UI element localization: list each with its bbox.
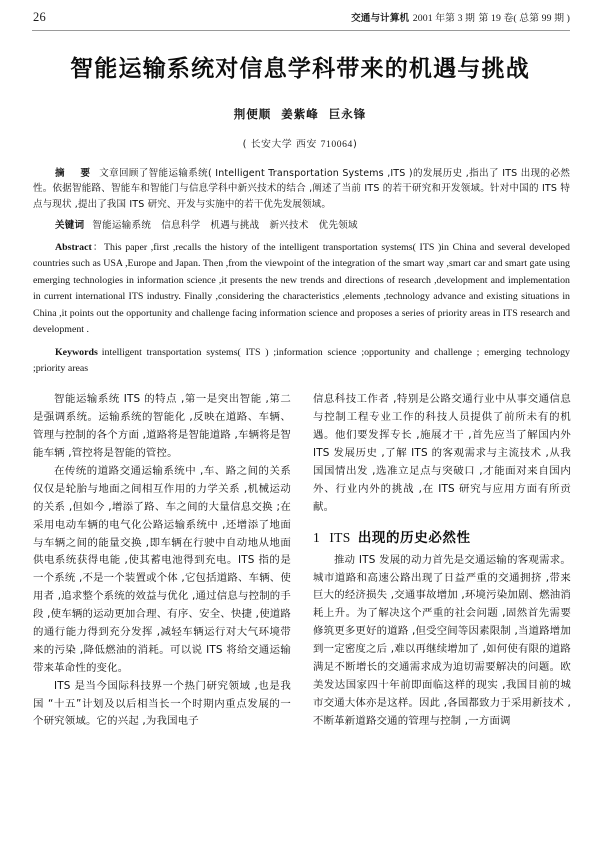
author-2: 姜紫峰 — [281, 106, 319, 121]
paragraph: ITS 是当今国际科技界一个热门研究领域 ,也是我国 “十五”计划及以后相当长一个时期内重点发展的一个研究领域。它的兴起 ,为我国电子 — [33, 679, 291, 728]
journal-volume: 第 19 卷( 总第 99 期 ) — [478, 13, 570, 24]
paragraph: 智能运输系统 ITS 的特点 ,第一是突出智能 ,第二是强调系统。运输系统的智能化 ,反映在道路、车辆、管理与控制的各个方面 ,道路将是智能道路 ,车辆将是智能车辆 ,管控将是智能的管控。 — [33, 393, 291, 460]
journal-citation — [351, 10, 570, 24]
section-heading-1 — [313, 526, 571, 546]
journal-title: 交通与计算机 — [351, 13, 410, 24]
body-columns — [33, 391, 570, 731]
affiliation — [0, 136, 600, 150]
header-divider — [32, 30, 570, 31]
keyword-cn-5: 优先领域 — [318, 219, 358, 231]
paragraph: 在传统的道路交通运输系统中 ,车、路之间的关系仅仅是轮胎与地面之间相互作用的力学关系 ,机械运动的关系 ,但如今 ,增添了路、车之间的大量信息交换 ;在采用电动车辆的电气化公路运输系统中 ,还增添了地面与车辆之间的能量交换 ,即车辆在行驶中自动地从地面供电系统获得电能 ,使其蓄电池得到充电。ITS 指的是一个系统 ,不是一个装置或个体 ,它包括道路、车辆、使用者 ,追求整个系统的效益与优化 ,通过信息与控制的手段 ,使车辆的运动更加合理、有序、安全、快捷 ,使道路的通行能力得到充分发挥 ,减轻车辆运行对大气环境带来的污染 ,降低燃油的消耗。可以说 ITS 将给交通运输带来革命性的变化。 — [33, 464, 291, 674]
section-title-text: 出现的历史必然性 — [357, 529, 471, 546]
author-3: 巨永锋 — [328, 106, 367, 121]
abstract-english-label: Abstract — [55, 241, 92, 253]
affiliation-paren-close: ) — [352, 138, 358, 150]
section-number: 1 — [313, 529, 321, 545]
abstract-english-text: ：This paper ,first ,recalls the history of the intelligent transportation systems( ITS )in China and several developed countries such as USA ,Europe and Japan. Then ,from the viewpoint of the integration of the smart way ,smart car and smart gate using emerging technologies in information science ,it presents the new trends and directions of research ,development and implementation in current international ITS industry. Finally ,considering the characteristics ,elements ,technology advance and existing situations in China ,it points out the opportunity and challenge facing information science and proposes a series of priority areas in ITS research and development . — [33, 241, 570, 336]
paragraph: 信息科技工作者 ,特别是公路交通行业中从事交通信息与控制工程专业工作的科技人员提供了前所未有的机遇。他们要发挥专长 ,施展才干 ,首先应当了解国内外 ITS 发展历史 ,了解 ITS 的客观需求与主流技术 ,从我国国情出发 ,选准立足点与突破口 ,才能面对来自国内外、行业内外的挑战 ,在 ITS 研究与应用方面有所贡献。 — [313, 393, 571, 513]
keyword-cn-1: 智能运输系统 — [92, 219, 152, 231]
keywords-chinese-label: 关键词 — [55, 219, 85, 231]
abstract-zone — [33, 166, 570, 378]
left-column — [33, 391, 291, 731]
running-head — [0, 0, 600, 27]
affiliation-city: 西安 — [296, 138, 317, 150]
abstract-chinese-text: 文章回顾了智能运输系统( Intelligent Transportation Systems ,ITS )的发展历史 ,指出了 ITS 出现的必然性。依据智能路、智能车和智能门与信息学科中新兴技术的结合 ,阐述了当前 ITS 的若干研究和开发领域。针对中国的 ITS 特点与现状 ,提出了我国 ITS 研究、开发与实施中的若干优先发展领域。 — [33, 167, 570, 210]
keyword-cn-4: 新兴技术 — [269, 219, 309, 231]
title-block — [0, 55, 600, 150]
keyword-cn-2: 信息科学 — [161, 219, 201, 231]
abstract-english — [33, 240, 570, 339]
author-list — [0, 106, 600, 122]
keyword-cn-3: 机遇与挑战 — [210, 219, 260, 231]
right-column — [313, 391, 571, 730]
paragraph: 推动 ITS 发展的动力首先是交通运输的客观需求。城市道路和高速公路出现了日益严重的交通拥挤 ,带来巨大的经济损失 ,交通事故增加 ,环境污染加剧、燃油消耗上升。为了解决这个严重的社会问题 ,固然首先需要修筑更多更好的道路 ,但受空间等因素限制 ,当道路增加到一定密度之后 ,难以再继续增加了 ,如何使有限的道路满足不断增长的交通需求成为迫切需要解决的问题。欧美发达国家四十年前即面临这样的现实 ,我国目前的城市交通大体亦是这样。因此 ,各国都致力于采用新技术 ,不断革新道路交通的管理与控制 ,一方面调 — [313, 553, 571, 727]
journal-year-issue: 2001 年第 3 期 — [412, 13, 476, 24]
keywords-english-text: intelligent transportation systems( ITS ) ;information science ;opportunity and challenge ; emerging technology ;priority areas — [33, 346, 570, 374]
author-1: 荆便顺 — [233, 106, 272, 121]
keywords-english-label: Keywords — [55, 346, 98, 358]
affiliation-postcode: 710064 — [320, 138, 353, 150]
page-title: 智能运输系统对信息学科带来的机遇与挑战 — [70, 56, 530, 82]
affiliation-institution: ( 长安大学 — [242, 138, 293, 150]
keywords-chinese — [33, 217, 570, 231]
abstract-chinese — [33, 166, 570, 212]
page-number: 26 — [33, 10, 46, 24]
abstract-chinese-label: 摘 要 — [55, 167, 94, 179]
section-title-latin: ITS — [329, 529, 351, 545]
keywords-english — [33, 345, 570, 378]
